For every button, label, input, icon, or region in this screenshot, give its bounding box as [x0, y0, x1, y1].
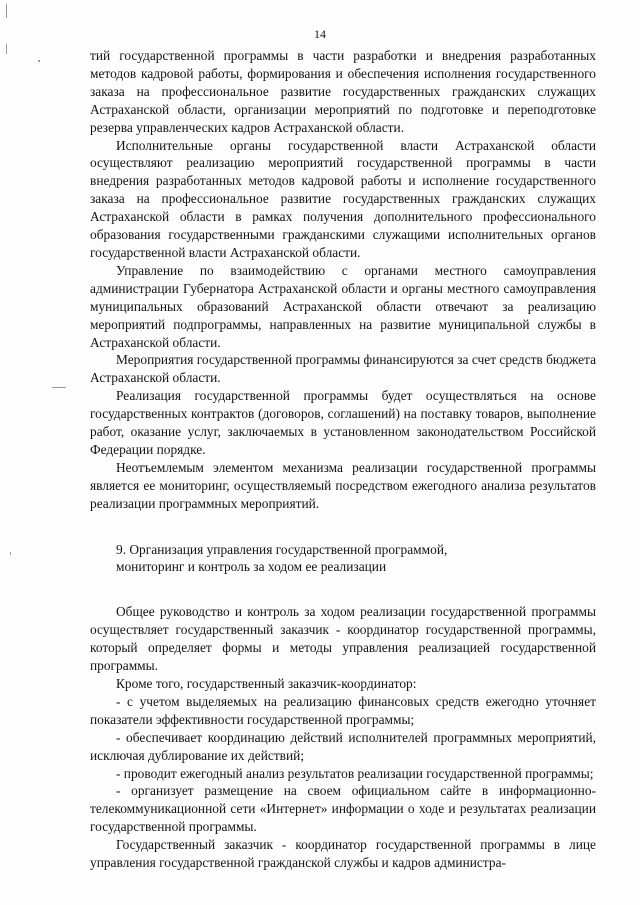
scan-mark: [52, 387, 66, 388]
paragraph: Исполнительные органы государственной власти Астраханской области осуществляют реализацию мероприятий государственной программы в части внедрения разработанных методов кадровой работы и исполнение государственного заказа на профессиональное развитие государственных гражданских служащих Астраханской области в рамках получения дополнительного профессионального образования государственными гражданскими служащими исполнительных органов государственной власти Астраханской области.: [90, 137, 596, 260]
paragraph: Управление по взаимодействию с органами местного самоуправления администрации Губернатора Астраханской области и органы местного самоуправления муниципальных образований Астраханской области отвечают за реализацию мероприятий подпрограммы, направленных на развитие муниципальной службы в Астраханской области.: [90, 262, 596, 350]
scan-mark: [6, 44, 7, 54]
list-item: - организует размещение на своем официальном сайте в информационно-телекоммуникационной сети «Интернет» информации о ходе и результатах реализации государственной программы.: [90, 783, 596, 835]
list-item: - проводит ежегодный анализ результатов реализации государственной программы;: [116, 765, 594, 781]
section-heading-line: 9. Организация управления государственной программой,: [116, 541, 448, 557]
document-body: [90, 47, 596, 872]
paragraph: Государственный заказчик - координатор государственной программы в лице управления государственной гражданской службы и кадров администра-: [90, 837, 596, 871]
paragraph: Реализация государственной программы будет осуществляться на основе государственных контрактов (договоров, соглашений) на поставку товаров, выполнение работ, оказание услуг, заключаемых в установленном законодательством Российской Федерации порядке.: [90, 388, 596, 457]
list-item: - с учетом выделяемых на реализацию финансовых средств ежегодно уточняет показатели эффективности государственной программы;: [90, 693, 596, 727]
paragraph: Общее руководство и контроль за ходом реализации государственной программы осуществляет государственный заказчик - координатор государственной программы, который определяет формы и методы управления реализацией государственной программы.: [90, 604, 596, 674]
paragraph: Кроме того, государственный заказчик-координатор:: [116, 676, 417, 691]
paragraph: Мероприятия государственной программы финансируются за счет средств бюджета Астраханской области.: [90, 352, 597, 386]
list-item: - обеспечивает координацию действий исполнителей программных мероприятий, исключая дублирование их действий;: [90, 729, 596, 763]
scan-mark: [10, 552, 11, 555]
paragraph: тий государственной программы в части разработки и внедрения разработанных методов кадровой работы, формирования и обеспечения исполнения государственного заказа на профессиональное развитие государственных гражданских служащих Астраханской области, организации мероприятий по подготовке и переподготовке резерва управленческих кадров Астраханской области.: [90, 48, 596, 135]
section-heading: [90, 541, 596, 577]
paragraph: Неотъемлемым элементом механизма реализации государственной программы является ее мониторинг, осуществляемый посредством ежегодного анализа результатов реализации программных мероприятий.: [90, 459, 596, 511]
scan-mark: [6, 4, 7, 18]
page-number: 14: [314, 27, 326, 41]
scan-mark: [38, 60, 40, 62]
section-heading-line: мониторинг и контроль за ходом ее реализации: [116, 559, 387, 575]
